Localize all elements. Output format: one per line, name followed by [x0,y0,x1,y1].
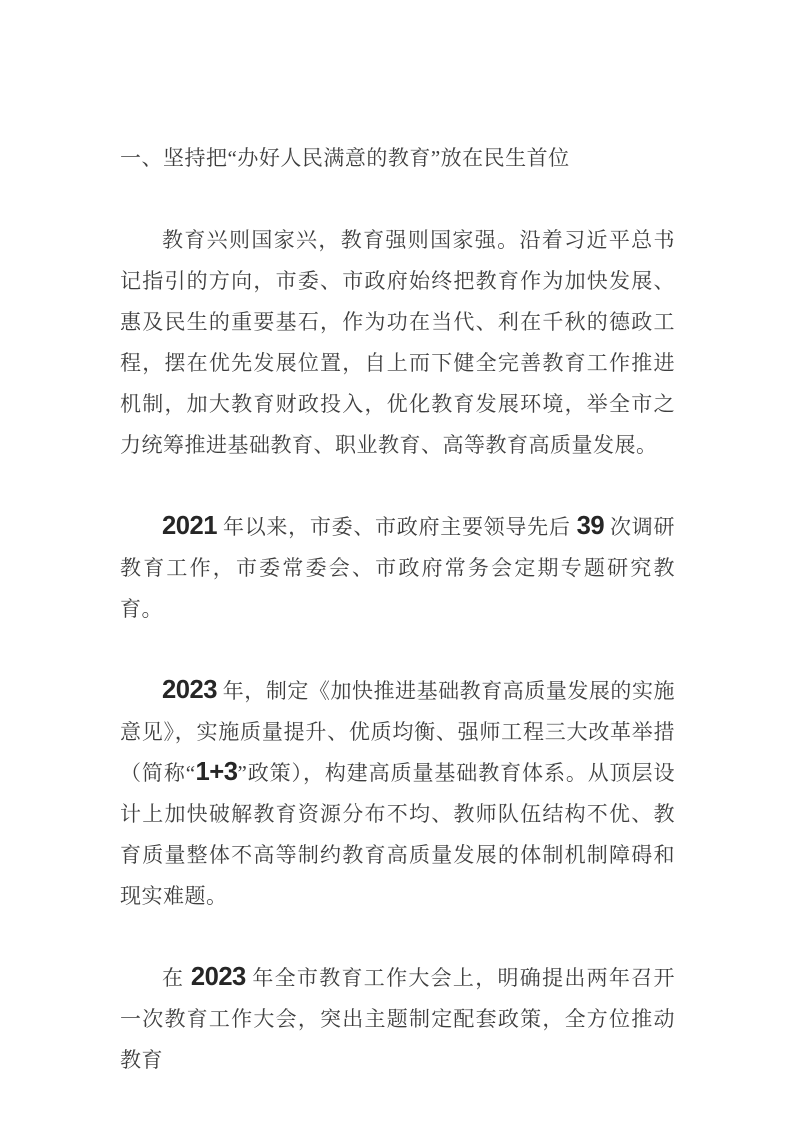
text-run: 年全市教育工作大会上，明确提出两年召开一次教育工作大会，突出主题制定配套政策，全方位推动教育 [120,966,676,1072]
text-run: 在 [162,966,191,990]
section-heading: 一、坚持把“办好人民满意的教育”放在民生首位 [120,146,570,170]
paragraph [120,507,675,630]
number-run: 2023 [162,676,217,704]
number-run: 2023 [190,963,246,991]
number-run: 2021 [162,512,217,540]
number-run: 39 [576,512,605,540]
text-run: 教育兴则国家兴，教育强则国家强。沿着习近平总书记指引的方向，市委、市政府始终把教育作为加快发展、惠及民生的重要基石，作为功在当代、利在千秋的德政工程，摆在优先发展位置，自上而下健全完善教育工作推进机制，加大教育财政投入，优化教育发展环境，举全市之力统筹推进基础教育、职业教育、高等教育高质量发展。 [120,228,675,457]
text-run: 年以来，市委、市政府主要领导先后 [216,515,577,539]
paragraph [120,671,675,917]
paragraph [120,958,675,1081]
number-run: 1+3 [195,758,238,786]
text-run: 次调研教育工作，市委常委会、市政府常务会定期专题研究教育。 [120,515,676,621]
document-body [120,220,675,1081]
text-run: ”政策），构建高质量基础教育体系。从顶层设计上加快破解教育资源分布不均、教师队伍结构不优、教育质量整体不高等制约教育高质量发展的体制机制障碍和现实难题。 [120,761,675,908]
text-run: 年，制定《加快推进基础教育高质量发展的实施意见》，实施质量提升、优质均衡、强师工程三大改革举措（简称“ [120,679,675,785]
paragraph [120,220,675,466]
